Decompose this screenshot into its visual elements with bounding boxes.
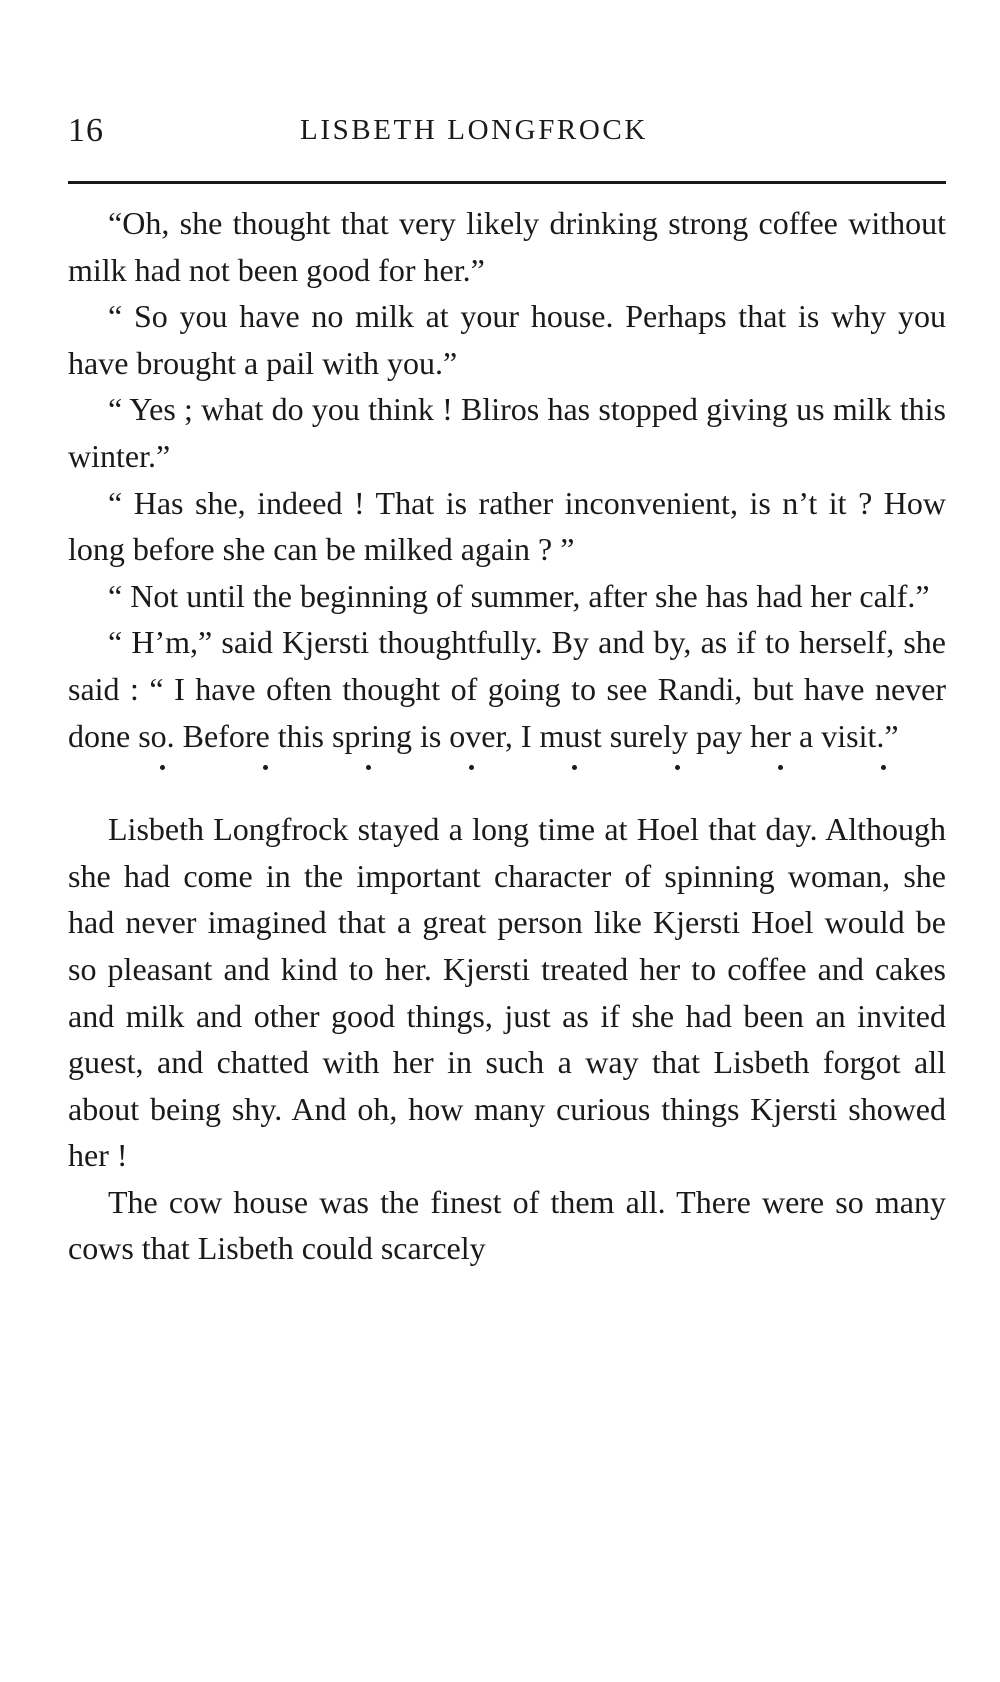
paragraph: “ Yes ; what do you think ! Bliros has stopped giving us milk this winter.”: [68, 391, 946, 474]
paragraph: “Oh, she thought that very likely drinking strong coffee without milk had not been good for her.”: [68, 205, 946, 288]
body-text: [68, 200, 946, 1272]
paragraph: “ So you have no milk at your house. Perhaps that is why you have brought a pail with you.”: [68, 298, 946, 381]
section-break-dot: [469, 765, 474, 770]
page-header: [68, 112, 938, 152]
paragraph: “ Not until the beginning of summer, after she has had her calf.”: [108, 577, 930, 614]
paragraph: Lisbeth Longfrock stayed a long time at Hoel that day. Although she had come in the important character of spinning woman, she had never imagined that a great person like Kjersti Hoel would be so pleasant and kind to her. Kjersti treated her to coffee and cakes and milk and other good things, just as if she had been an invited guest, and chatted with her in such a way that Lisbeth forgot all about being shy. And oh, how many curious things Kjersti showed her !: [68, 811, 946, 1174]
section-break-dot: [572, 765, 577, 770]
section-break-dot: [675, 765, 680, 770]
paragraph: “ Has she, indeed ! That is rather inconvenient, is n’t it ? How long before she can be milked again ? ”: [68, 484, 946, 568]
section-break-dot: [263, 765, 268, 770]
section-break-dot: [160, 765, 165, 770]
section-break: [68, 759, 946, 804]
paragraph: The cow house was the finest of them all. There were so many cows that Lisbeth could scarcely: [68, 1183, 946, 1267]
section-break-dot: [778, 765, 783, 770]
page-number: 16: [68, 112, 104, 149]
running-title: LISBETH LONGFROCK: [300, 114, 648, 146]
section-break-dot: [881, 765, 886, 770]
section-break-dot: [366, 765, 371, 770]
header-rule: [68, 181, 946, 184]
paragraph: “ H’m,” said Kjersti thoughtfully. By and by, as if to herself, she said : “ I have often thought of going to see Randi, but have never done so. Before this spring is over, I must surely pay her a visit.”: [68, 624, 946, 754]
